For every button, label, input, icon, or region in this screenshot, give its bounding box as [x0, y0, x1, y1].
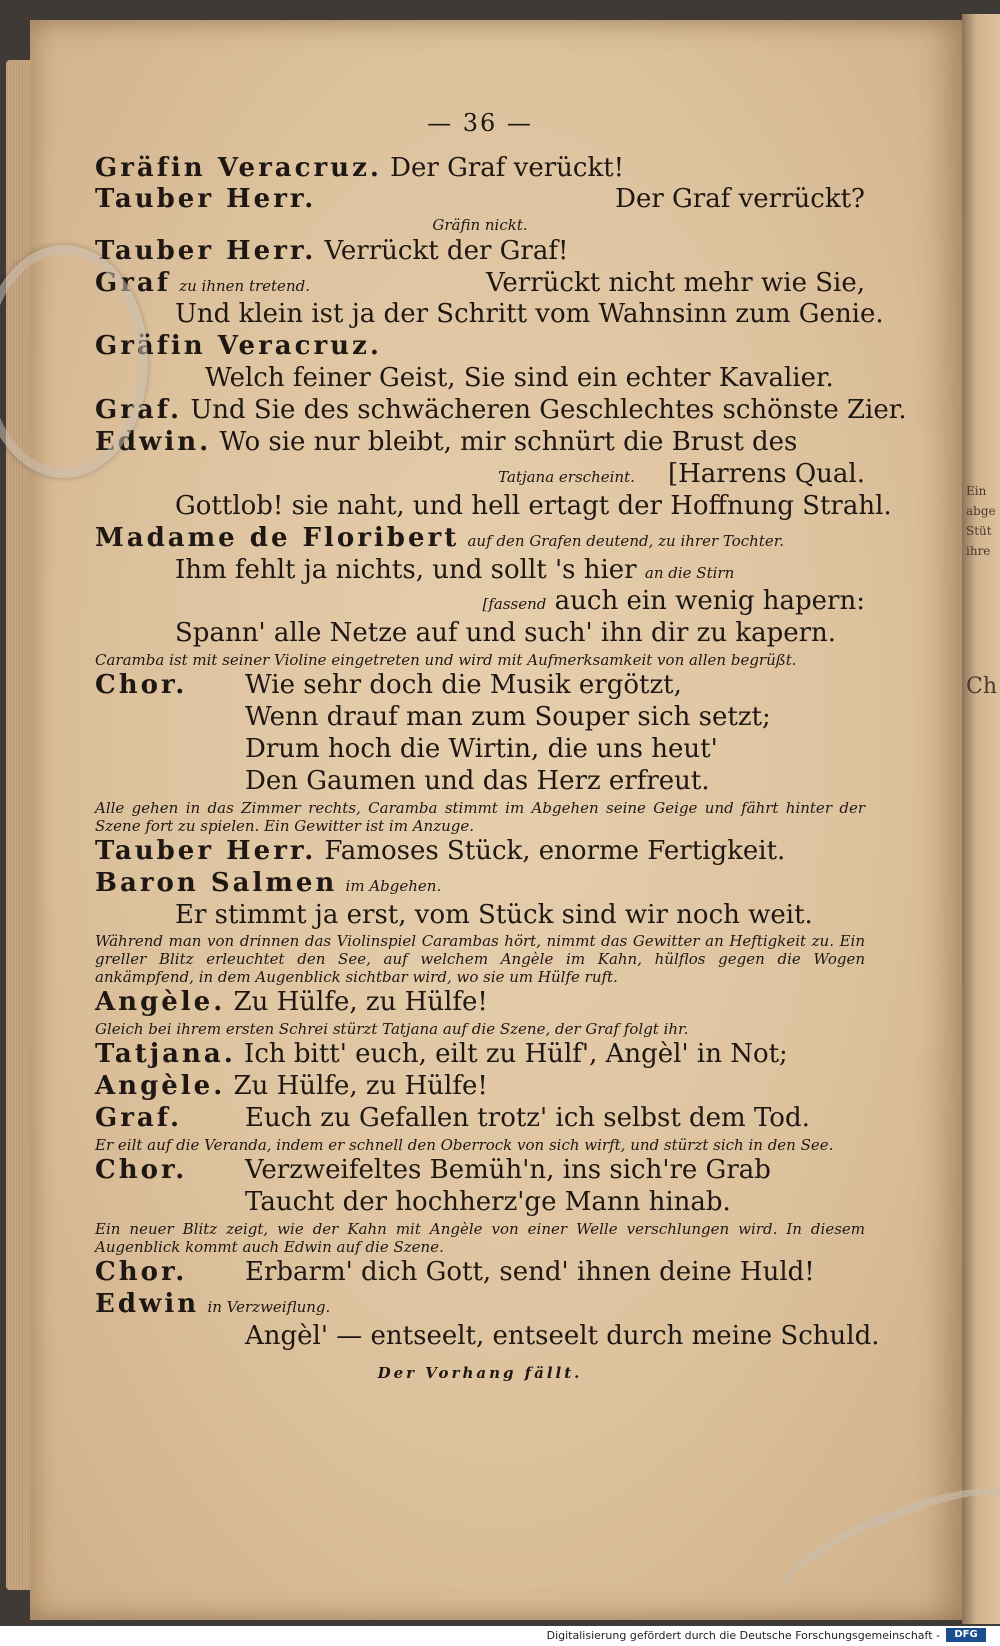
curtain-direction: Der Vorhang fällt. [377, 1364, 583, 1383]
right-page-text: Ein [966, 484, 987, 498]
dialogue-line: Gottlob! sie naht, und hell ertagt der Hoffnung Strahl. [175, 490, 892, 521]
speaker-name: Baron Salmen [95, 867, 338, 898]
script-line [95, 556, 865, 586]
dialogue-text: Wo sie nur bleibt, mir schnürt die Brust des [219, 426, 798, 457]
stage-direction: Alle gehen in das Zimmer rechts, Caramba stimmt im Abgehen seine Geige und fährt hinter der Szene fort zu spielen. Ein Gewitter ist im Anzuge. [95, 798, 865, 835]
speaker-name: Chor. [95, 1256, 188, 1287]
dialogue-text: Verrückt der Graf! [324, 235, 569, 266]
script-line [95, 524, 865, 554]
script-line [95, 395, 907, 426]
script-line [95, 587, 865, 617]
stage-direction: auf den Grafen deutend, zu ihrer Tochter. [467, 531, 785, 550]
speaker-name: Gräfin Veracruz. [95, 152, 382, 183]
dialogue-line: Drum hoch die Wirtin, die uns heut' [245, 733, 718, 764]
stage-direction: an die Stirn [644, 563, 735, 582]
page-text [95, 109, 907, 1385]
dialogue-line: Angèl' — entseelt, entseelt durch meine Schuld. [245, 1320, 880, 1351]
script-line [95, 1072, 865, 1102]
speaker-name: Angèle. [95, 1071, 226, 1102]
speaker-name: Tauber Herr. [95, 184, 317, 215]
script-line [95, 460, 865, 490]
speaker-name: Tauber Herr. [95, 235, 317, 266]
page-number: — 36 — [427, 109, 533, 137]
speaker-name: Madame de Floribert [95, 522, 460, 553]
dialogue-text: Verrückt nicht mehr wie Sie, [486, 267, 865, 298]
script-line [95, 869, 865, 899]
footer-credit: Digitalisierung gefördert durch die Deutsche Forschungsgemeinschaft - [546, 1629, 940, 1642]
right-page-text: Stüt [966, 524, 992, 538]
stage-direction: Er eilt auf die Veranda, indem er schnell den Oberrock von sich wirft, und stürzt sich in den See. [95, 1136, 834, 1154]
speaker-name: Edwin. [95, 426, 212, 457]
speaker-name: Graf. [95, 395, 183, 426]
right-page-text: Ch [966, 674, 998, 699]
dialogue-text: Zu Hülfe, zu Hülfe! [233, 1071, 488, 1102]
script-line [95, 671, 865, 701]
stage-direction: [fassend [482, 595, 547, 614]
script-line [95, 1258, 865, 1288]
script-line [95, 428, 865, 458]
dialogue-line: Welch feiner Geist, Sie sind ein echter Kavalier. [205, 363, 834, 394]
dialogue-text: Ihm fehlt ja nichts, und sollt 's hier [175, 554, 637, 585]
stage-direction: in Verzweiflung. [207, 1297, 331, 1316]
dialogue-line: Taucht der hochherz'ge Mann hinab. [245, 1186, 731, 1217]
dialogue-text: Erbarm' dich Gott, send' ihnen deine Huld! [245, 1256, 815, 1287]
script-line [95, 1040, 865, 1070]
script-line [95, 988, 865, 1018]
dialogue-line: Wenn drauf man zum Souper sich setzt; [245, 702, 771, 733]
speaker-name: Tatjana. [95, 1039, 236, 1070]
stage-direction: Tatjana erscheint. [498, 467, 635, 486]
script-line [95, 237, 865, 267]
script-line [95, 185, 865, 215]
dialogue-text: Verzweifeltes Bemüh'n, ins sich're Grab [245, 1155, 771, 1185]
speaker-name: Graf. [95, 1103, 183, 1134]
dialogue-line: Er stimmt ja erst, vom Stück sind wir noch weit. [175, 899, 813, 930]
right-page-text: ihre [966, 544, 991, 558]
script-line [95, 837, 865, 867]
script-line [95, 1104, 865, 1134]
dialogue-line: Spann' alle Netze auf und such' ihn dir zu kapern. [175, 618, 837, 649]
speaker-name: Tauber Herr. [95, 835, 317, 866]
stage-direction: Gleich bei ihrem ersten Schrei stürzt Tatjana auf die Szene, der Graf folgt ihr. [95, 1020, 689, 1039]
right-page-text: abge [966, 504, 996, 518]
dialogue-text: auch ein wenig hapern: [554, 586, 865, 617]
dialogue-text: Der Graf verrückt? [615, 184, 865, 215]
dialogue-text: Ich bitt' euch, eilt zu Hülf', Angèl' in Not; [244, 1039, 788, 1070]
dialogue-text: Und Sie des schwächeren Geschlechtes schönste Zier. [190, 395, 907, 426]
stage-direction: zu ihnen tretend. [179, 276, 310, 295]
dfg-logo: DFG [946, 1628, 986, 1642]
dialogue-line: Den Gaumen und das Herz erfreut. [245, 765, 710, 796]
speaker-name: Chor. [95, 670, 188, 701]
dialogue-text: Der Graf verückt! [390, 152, 625, 183]
dialogue-text: [Harrens Qual. [667, 458, 865, 489]
stage-direction: Caramba ist mit seiner Violine eingetreten und wird mit Aufmerksamkeit von allen begrüßt. [95, 651, 797, 670]
stage-direction: im Abgehen. [345, 876, 442, 895]
speaker-name: Angèle. [95, 987, 226, 1018]
speaker-name: Gräfin Veracruz. [95, 331, 382, 362]
dialogue-text: Zu Hülfe, zu Hülfe! [233, 987, 488, 1018]
dialogue-line: Und klein ist ja der Schritt vom Wahnsinn zum Genie. [175, 299, 884, 330]
dialogue-text: Famoses Stück, enorme Fertigkeit. [324, 835, 786, 866]
stage-direction: Während man von drinnen das Violinspiel Carambas hört, nimmt das Gewitter an Heftigkeit zu. Ein greller Blitz erleuchtet den See, auf welchem Angèle im Kahn, hülflos gegen die Wogen ankämpfend, in dem Augenblick sichtbar wird, wo sie um Hülfe ruft. [95, 932, 865, 987]
speaker-name: Chor. [95, 1155, 188, 1185]
dialogue-text: Wie sehr doch die Musik ergötzt, [245, 670, 682, 701]
speaker-name: Edwin [95, 1288, 200, 1319]
script-line [95, 1290, 865, 1320]
script-line [95, 269, 865, 299]
dialogue-text: Euch zu Gefallen trotz' ich selbst dem Tod. [245, 1103, 810, 1134]
right-page-fragment [962, 14, 1000, 1624]
script-line [95, 1156, 865, 1186]
stage-direction: Gräfin nickt. [432, 216, 528, 235]
speaker-name: Graf [95, 267, 171, 298]
stage-direction: Ein neuer Blitz zeigt, wie der Kahn mit Angèle von einer Welle verschlungen wird. In diesem Augenblick kommt auch Edwin auf die Szene. [95, 1219, 865, 1256]
script-line [95, 154, 865, 184]
